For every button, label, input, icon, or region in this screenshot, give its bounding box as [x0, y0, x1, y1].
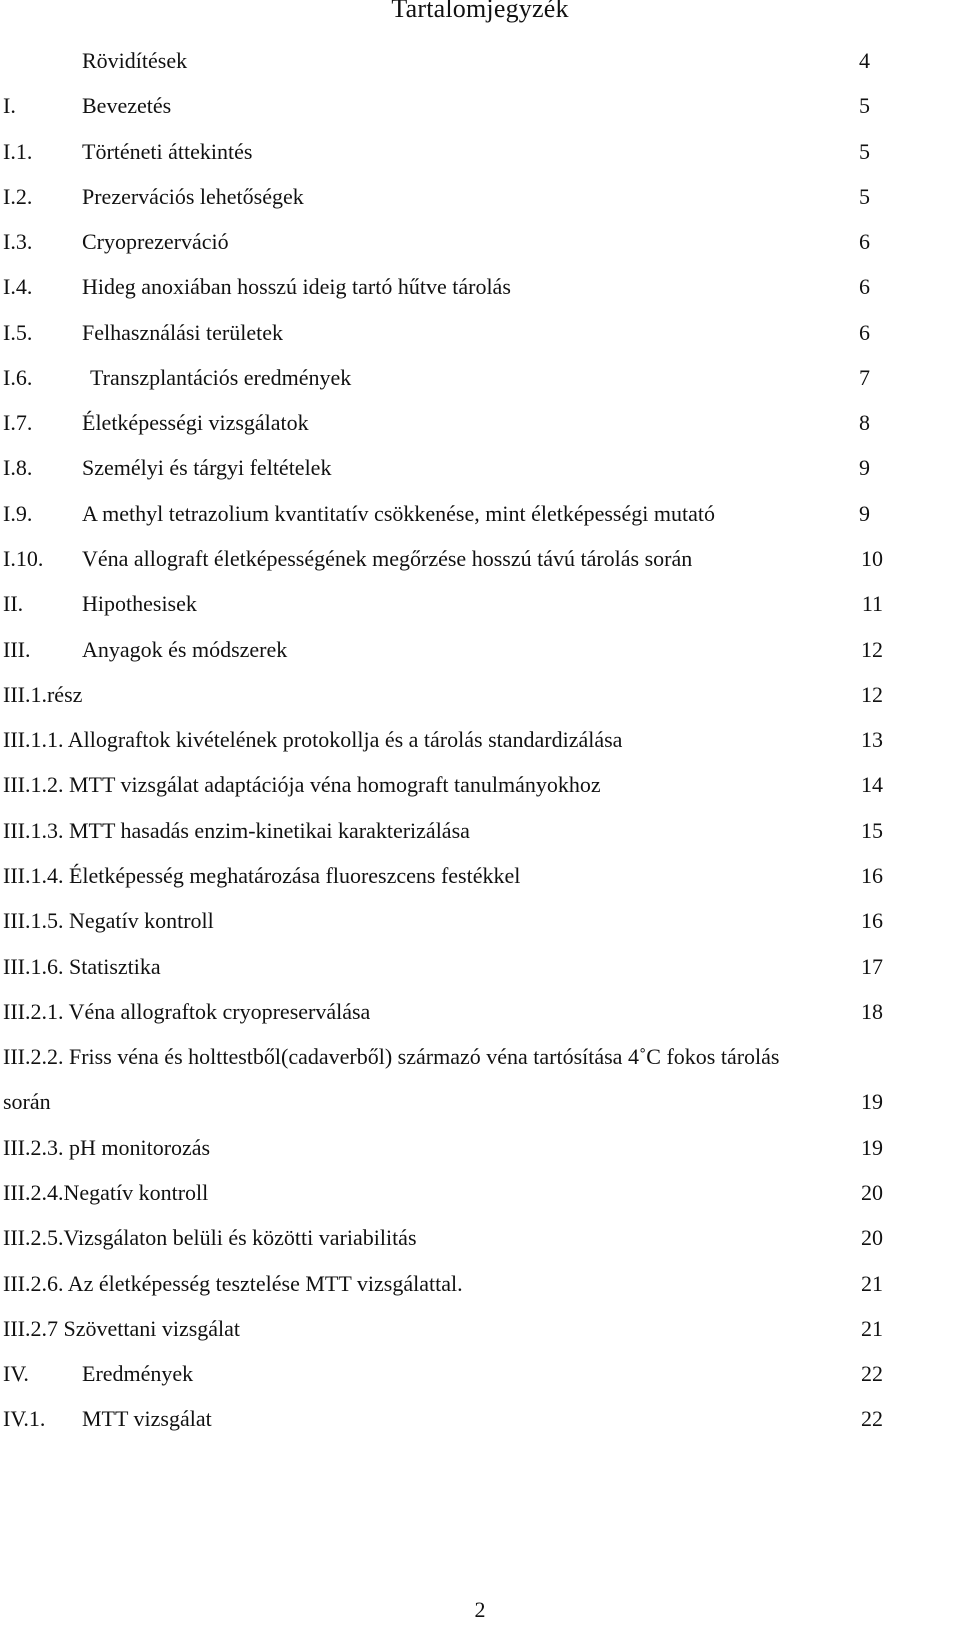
toc-entry-page: 20: [861, 1225, 883, 1250]
toc-entry: [3, 1314, 883, 1344]
toc-entry-page: 9: [859, 455, 870, 480]
toc-entry-number: IV.: [3, 1361, 29, 1386]
toc-entry: [3, 770, 883, 800]
toc-entry-title: MTT vizsgálat: [82, 1406, 212, 1431]
toc-entry-page: 14: [861, 772, 883, 797]
toc-entry: [3, 408, 883, 438]
toc-entry-number: I.: [3, 93, 16, 118]
toc-entry-page: 12: [861, 682, 883, 707]
toc-entry-title: III.1.1. Allograftok kivételének protokollja és a tárolás standardizálása: [3, 727, 623, 752]
toc-entry-number: I.6.: [3, 365, 33, 390]
toc-entry-number: I.9.: [3, 501, 33, 526]
toc-entry-page: 5: [859, 184, 870, 209]
toc-entry-title: Eredmények: [82, 1361, 194, 1386]
toc-entry: [3, 635, 883, 665]
toc-entry-page: 19: [861, 1135, 883, 1160]
toc-entry-title: A methyl tetrazolium kvantitatív csökkenése, mint életképességi mutató: [82, 501, 715, 526]
toc-entry-title: III.1.5. Negatív kontroll: [3, 908, 214, 933]
toc-entry: [3, 861, 883, 891]
toc-entry: [3, 1404, 883, 1434]
toc-entry-title: III.2.4.Negatív kontroll: [3, 1180, 209, 1205]
toc-entry-title: Cryoprezerváció: [82, 229, 229, 254]
toc-entry-title: Rövidítések: [82, 48, 188, 73]
toc-entry: [3, 91, 883, 121]
toc-entry-page: 7: [859, 365, 870, 390]
toc-entry-page: 6: [859, 229, 870, 254]
toc-entry-title: során: [3, 1089, 51, 1114]
toc-entry: [3, 272, 883, 302]
toc-entry: [3, 589, 883, 619]
page-title: Tartalomjegyzék: [391, 0, 569, 23]
toc-entry-number: I.5.: [3, 320, 33, 345]
toc-entry: [3, 499, 883, 529]
toc-entry-page: 4: [859, 48, 870, 73]
toc-entry-number: II.: [3, 591, 24, 616]
toc-entry-page: 13: [861, 727, 883, 752]
toc-entry: [3, 997, 883, 1027]
toc-entry-title: Transzplantációs eredmények: [90, 365, 352, 390]
toc-entry: [3, 816, 883, 846]
toc-entry: [3, 453, 883, 483]
toc-entry-page: 18: [861, 999, 883, 1024]
toc-entry-title: Történeti áttekintés: [82, 139, 253, 164]
toc-entry-title: Anyagok és módszerek: [82, 637, 288, 662]
toc-entry-title: III.2.1. Véna allograftok cryopreserválása: [3, 999, 371, 1024]
toc-entry-page: 17: [861, 954, 883, 979]
toc-entry-page: 22: [861, 1406, 883, 1431]
toc-entry-title: Véna allograft életképességének megőrzése hosszú távú tárolás során: [82, 546, 693, 571]
toc-entry-continuation: [3, 1087, 883, 1117]
toc-entry-title: III.2.2. Friss véna és holttestből(cadaverből) származó véna tartósítása 4˚C fokos tárolás: [3, 1044, 780, 1069]
toc-entry-title: Hideg anoxiában hosszú ideig tartó hűtve tárolás: [82, 274, 511, 299]
toc-entry-title: III.2.5.Vizsgálaton belüli és közötti variabilitás: [3, 1225, 417, 1250]
toc-entry-page: 12: [861, 637, 883, 662]
toc-entry-title: III.1.4. Életképesség meghatározása fluoreszcens festékkel: [3, 863, 521, 888]
toc-entry: [3, 544, 883, 574]
toc-entry-page: 6: [859, 320, 870, 345]
toc-entry: [3, 363, 883, 393]
toc-entry-page: 15: [861, 818, 883, 843]
toc-entry: [3, 1269, 883, 1299]
toc-entry-number: IV.1.: [3, 1406, 46, 1431]
toc-entry: [3, 680, 883, 710]
toc-entry-number: I.2.: [3, 184, 33, 209]
toc-entry-title: Bevezetés: [82, 93, 172, 118]
toc-entry-title: III.1.rész: [3, 682, 83, 707]
page-number: 2: [474, 1597, 486, 1622]
toc-entry: [3, 227, 883, 257]
toc-entry-number: I.7.: [3, 410, 33, 435]
toc-entry-title: III.1.6. Statisztika: [3, 954, 161, 979]
toc-entry-title: III.2.6. Az életképesség tesztelése MTT vizsgálattal.: [3, 1271, 463, 1296]
toc-entry-title: III.2.3. pH monitorozás: [3, 1135, 211, 1160]
toc-entry: [3, 1178, 883, 1208]
toc-entry: [3, 1359, 883, 1389]
toc-entry-page: 20: [861, 1180, 883, 1205]
toc-entry-page: 10: [861, 546, 883, 571]
toc-entry-page: 21: [861, 1271, 883, 1296]
toc-entry: [3, 1223, 883, 1253]
toc-entry: [3, 906, 883, 936]
toc-entry-page: 16: [861, 908, 883, 933]
toc-entry-page: 21: [861, 1316, 883, 1341]
toc-entry-number: III.: [3, 637, 31, 662]
toc-entry: [3, 46, 883, 76]
toc-entry-title: Prezervációs lehetőségek: [82, 184, 304, 209]
toc-entry-page: 11: [861, 591, 883, 616]
toc-entry: [3, 725, 883, 755]
toc-entry-title: III.1.2. MTT vizsgálat adaptációja véna homograft tanulmányokhoz: [3, 772, 601, 797]
toc-entry: [3, 1042, 923, 1072]
toc-entry-title: III.1.3. MTT hasadás enzim-kinetikai karakterizálása: [3, 818, 470, 843]
toc-entry-number: I.4.: [3, 274, 33, 299]
toc-entry-page: 19: [861, 1089, 883, 1114]
toc-entry: [3, 137, 883, 167]
toc-entry-page: 6: [859, 274, 870, 299]
toc-entry: [3, 182, 883, 212]
toc-entry-page: 5: [859, 93, 870, 118]
toc-entry-page: 9: [859, 501, 870, 526]
toc-entry: [3, 1133, 883, 1163]
toc-entry-number: I.1.: [3, 139, 33, 164]
toc-entry-number: I.8.: [3, 455, 33, 480]
toc-entry-page: 16: [861, 863, 883, 888]
toc-entry-page: 8: [859, 410, 870, 435]
toc-entry-number: I.10.: [3, 546, 44, 571]
toc-entry-title: Hipothesisek: [82, 591, 197, 616]
toc-entry-title: III.2.7 Szövettani vizsgálat: [3, 1316, 241, 1341]
toc-entry-title: Személyi és tárgyi feltételek: [82, 455, 332, 480]
toc-entry-page: 5: [859, 139, 870, 164]
toc-entry: [3, 318, 883, 348]
toc-entry: [3, 952, 883, 982]
toc-entry-title: Felhasználási területek: [82, 320, 283, 345]
toc-entry-number: I.3.: [3, 229, 33, 254]
toc-entry-title: Életképességi vizsgálatok: [82, 410, 309, 435]
toc-entry-page: 22: [861, 1361, 883, 1386]
